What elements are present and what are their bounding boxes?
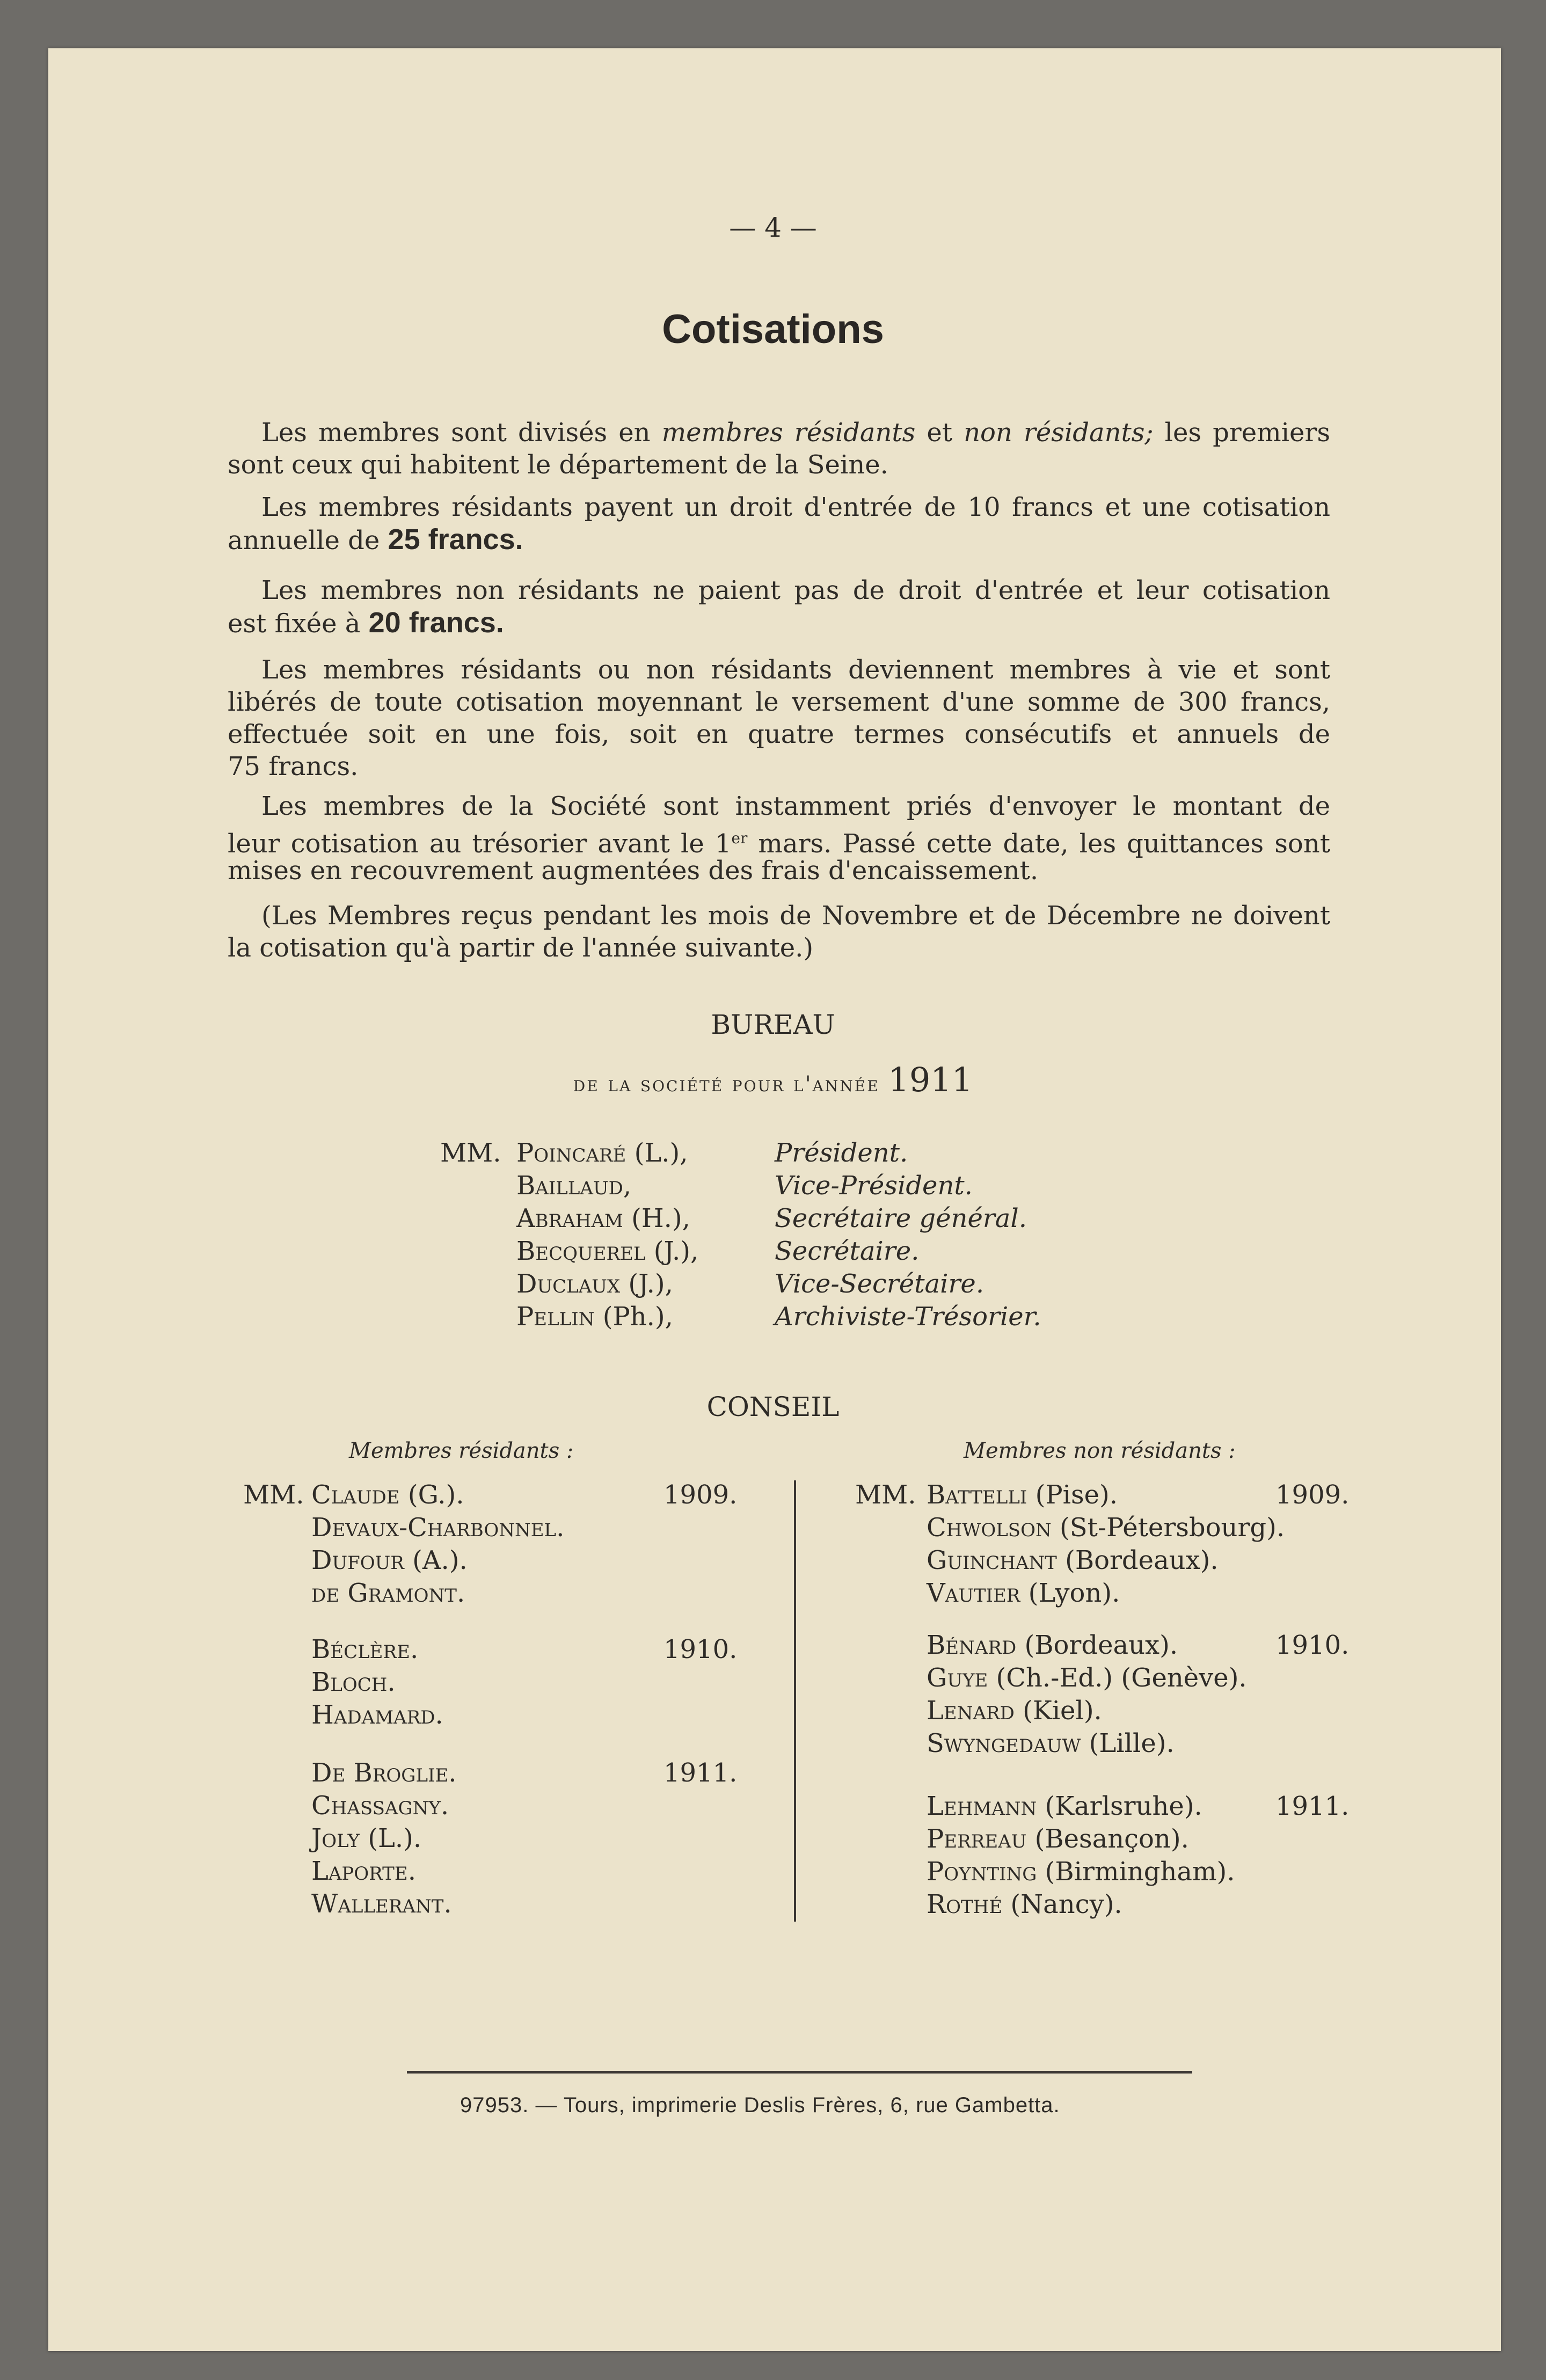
member-surname: Lehmann [927, 1791, 1037, 1821]
page-number: — 4 — [729, 212, 817, 243]
member-surname: Dufour [311, 1545, 404, 1575]
member-surname: Guye [927, 1663, 988, 1693]
text-segment: Les membres résidants payent un droit d'entrée de 10 francs et une cotisation [261, 492, 1330, 522]
text-segment: Les membres résidants ou non résidants deviennent membres à vie et sont [261, 655, 1330, 685]
conseil-member [927, 1630, 1178, 1660]
member-detail: (Bordeaux). [1016, 1630, 1178, 1660]
conseil-member [311, 1856, 416, 1886]
nonresident-prefix: MM. [855, 1480, 916, 1510]
election-year: 1911. [663, 1758, 738, 1788]
member-detail: (Pise). [1027, 1480, 1118, 1510]
member-initials: (H.), [623, 1203, 690, 1233]
text-segment: effectuée soit en une fois, soit en quatre termes consécutifs et annuels de [228, 719, 1330, 749]
member-surname: Joly [311, 1823, 360, 1853]
member-surname: Abraham [516, 1203, 623, 1233]
text-segment: leur cotisation au trésorier avant le 1 [228, 829, 732, 859]
member-detail: (Bordeaux). [1056, 1545, 1219, 1575]
member-surname: Bloch [311, 1667, 388, 1697]
conseil-member [311, 1513, 564, 1543]
text-segment: er [731, 829, 748, 847]
member-detail: (Lyon). [1020, 1578, 1120, 1608]
member-detail: (A.). [404, 1545, 468, 1575]
member-surname: Battelli [927, 1480, 1027, 1510]
text-segment: mars. Passé cette date, les quittances sont [747, 829, 1330, 859]
conseil-member [311, 1758, 457, 1788]
conseil-member [927, 1663, 1247, 1693]
bureau-year: 1911 [888, 1060, 973, 1099]
conseil-member [927, 1728, 1175, 1758]
paragraph [228, 417, 1330, 481]
text-line [228, 686, 1330, 718]
text-segment: Les membres de la Société sont instamment priés d'envoyer le montant de [261, 791, 1330, 821]
bureau-subheading-text: de la société pour l'année [573, 1072, 880, 1097]
member-surname: Wallerant [311, 1889, 444, 1919]
member-surname: Poynting [927, 1857, 1037, 1887]
member-surname: Hadamard [311, 1700, 435, 1730]
paragraph [228, 491, 1330, 556]
bureau-member-name [516, 1236, 698, 1266]
member-detail: (Lille). [1081, 1728, 1175, 1758]
member-surname: Baillaud [516, 1171, 623, 1201]
member-surname: Poincaré [516, 1138, 626, 1168]
text-line [228, 750, 1330, 783]
bureau-member-role: Président. [775, 1138, 908, 1168]
member-surname: De Broglie [311, 1758, 449, 1788]
member-surname: Vautier [927, 1578, 1020, 1608]
text-segment: 25 francs. [388, 523, 523, 556]
election-year: 1910. [1275, 1630, 1350, 1660]
text-line [228, 607, 1330, 639]
member-surname: Laporte [311, 1856, 408, 1886]
member-surname: Bénard [927, 1630, 1017, 1660]
text-segment: 20 francs. [368, 607, 504, 639]
bureau-member-role: Secrétaire. [775, 1236, 920, 1266]
footer-rule [407, 2071, 1192, 2074]
member-detail: (Birmingham). [1037, 1857, 1235, 1887]
text-segment: est fixée à [228, 609, 369, 639]
member-detail: . [407, 1856, 416, 1886]
text-segment: et [915, 418, 964, 448]
member-detail: (Karlsruhe). [1037, 1791, 1202, 1821]
member-detail: (Kiel). [1014, 1696, 1102, 1726]
conseil-member [927, 1545, 1219, 1575]
text-segment: les premiers [1153, 418, 1330, 448]
conseil-member [927, 1824, 1189, 1854]
member-surname: Duclaux [516, 1269, 621, 1299]
bureau-member-name [516, 1269, 673, 1299]
text-segment: (Les Membres reçus pendant les mois de Novembre et de Décembre ne doivent [261, 901, 1330, 931]
member-detail: (Nancy). [1002, 1889, 1122, 1919]
text-line [228, 790, 1330, 822]
member-detail: . [410, 1634, 419, 1664]
text-segment: membres résidants [661, 418, 916, 448]
paragraph [228, 574, 1330, 639]
election-year: 1910. [663, 1634, 738, 1664]
text-segment: 75 francs. [228, 751, 359, 782]
member-initials: (J.), [620, 1269, 673, 1299]
text-line [228, 718, 1330, 750]
conseil-member [311, 1545, 468, 1575]
printer-imprint: 97953. — Tours, imprimerie Deslis Frères, 6, rue Gambetta. [460, 2093, 1060, 2117]
member-detail: (L.). [359, 1823, 422, 1853]
member-initials: (L.), [626, 1138, 688, 1168]
conseil-member [927, 1513, 1285, 1543]
member-detail: . [556, 1513, 565, 1543]
conseil-member [311, 1700, 443, 1730]
text-segment: libérés de toute cotisation moyennant le versement d'une somme de 300 francs, [228, 687, 1330, 717]
member-surname: de Gramont [311, 1578, 457, 1608]
conseil-member [927, 1578, 1120, 1608]
bureau-prefix: MM. [440, 1138, 501, 1168]
member-surname: Béclère [311, 1634, 410, 1664]
text-segment: sont ceux qui habitent le département de la Seine. [228, 450, 888, 480]
conseil-member [311, 1634, 418, 1664]
member-surname: Devaux-Charbonnel [311, 1513, 557, 1543]
text-line [228, 574, 1330, 607]
conseil-member [311, 1578, 465, 1608]
bureau-member-role: Archiviste-Trésorier. [775, 1302, 1041, 1332]
conseil-member [927, 1791, 1202, 1821]
conseil-member [311, 1889, 452, 1919]
text-segment: annuelle de [228, 525, 388, 556]
member-surname: Lenard [927, 1696, 1015, 1726]
member-surname: Pellin [516, 1302, 595, 1332]
member-detail: (Besançon). [1026, 1824, 1189, 1854]
conseil-member [927, 1480, 1118, 1510]
text-line [228, 491, 1330, 523]
member-detail: (St-Pétersbourg). [1051, 1513, 1285, 1543]
member-initials: , [623, 1171, 632, 1201]
member-detail: . [448, 1758, 457, 1788]
conseil-member [311, 1480, 464, 1510]
text-line [228, 654, 1330, 686]
member-detail: . [440, 1791, 449, 1821]
nonresident-heading: Membres non résidants : [964, 1439, 1236, 1463]
bureau-member-role: Vice-Secrétaire. [775, 1269, 985, 1299]
member-detail: . [387, 1667, 396, 1697]
member-initials: (J.), [645, 1236, 699, 1266]
member-detail: (Ch.-Ed.) (Genève). [988, 1663, 1247, 1693]
bureau-member-name [516, 1203, 690, 1233]
member-surname: Chwolson [927, 1513, 1052, 1543]
text-line [228, 523, 1330, 556]
text-line [228, 822, 1330, 859]
election-year: 1909. [1275, 1480, 1350, 1510]
member-surname: Chassagny [311, 1791, 441, 1821]
bureau-subheading [0, 1060, 1546, 1099]
column-divider [794, 1480, 796, 1922]
member-detail: . [443, 1889, 452, 1919]
member-surname: Claude [311, 1480, 400, 1510]
bureau-heading: BUREAU [711, 1009, 835, 1040]
member-detail: (G.). [399, 1480, 464, 1510]
text-segment: Les membres non résidants ne paient pas de droit d'entrée et leur cotisation [261, 575, 1330, 605]
bureau-member-role: Vice-Président. [775, 1171, 973, 1201]
paragraph [228, 654, 1330, 783]
member-detail: . [456, 1578, 465, 1608]
election-year: 1911. [1275, 1791, 1350, 1821]
conseil-member [927, 1857, 1235, 1887]
member-surname: Guinchant [927, 1545, 1057, 1575]
text-segment: mises en recouvrement augmentées des frais d'encaissement. [228, 856, 1039, 886]
bureau-member-name [516, 1302, 673, 1332]
conseil-member [311, 1823, 421, 1853]
member-detail: . [435, 1700, 443, 1730]
member-initials: (Ph.), [594, 1302, 673, 1332]
member-surname: Perreau [927, 1824, 1027, 1854]
member-surname: Swyngedauw [927, 1728, 1081, 1758]
text-line [228, 417, 1330, 449]
bureau-member-name [516, 1171, 631, 1201]
paragraph [228, 900, 1330, 964]
conseil-member [927, 1696, 1102, 1726]
election-year: 1909. [663, 1480, 738, 1510]
conseil-member [311, 1667, 396, 1697]
page-title: Cotisations [662, 306, 884, 352]
text-segment: la cotisation qu'à partir de l'année suivante.) [228, 933, 814, 963]
bureau-member-name [516, 1138, 688, 1168]
paragraph [228, 790, 1330, 887]
text-line [228, 855, 1330, 887]
member-surname: Becquerel [516, 1236, 646, 1266]
conseil-member [927, 1889, 1122, 1919]
conseil-heading: CONSEIL [706, 1391, 840, 1422]
text-line [228, 449, 1330, 481]
member-surname: Rothé [927, 1889, 1003, 1919]
text-segment: non résidants; [964, 418, 1154, 448]
resident-heading: Membres résidants : [349, 1439, 574, 1463]
text-line [228, 932, 1330, 964]
resident-prefix: MM. [243, 1480, 304, 1510]
text-line [228, 900, 1330, 932]
bureau-member-role: Secrétaire général. [775, 1203, 1027, 1233]
conseil-member [311, 1791, 449, 1821]
text-segment: Les membres sont divisés en [261, 418, 662, 448]
